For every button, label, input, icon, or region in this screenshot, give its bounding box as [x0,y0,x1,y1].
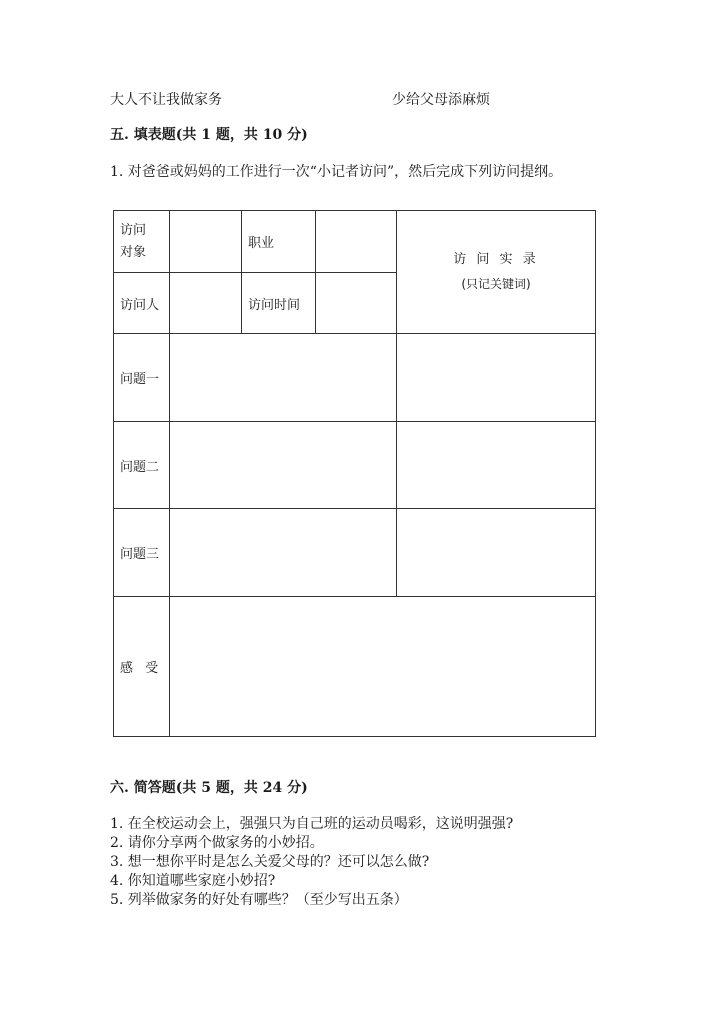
question-1-label: 问题一 [114,334,170,422]
record-label: 访 问 实 录 [453,251,539,267]
time-label: 访问时间 [242,273,316,334]
interview-table [113,210,596,737]
object-label-line1: 访问 [120,222,147,238]
object-blank[interactable] [170,211,242,273]
job-label: 职业 [242,211,316,273]
feeling-blank[interactable] [170,597,596,737]
question-3-blank[interactable] [170,509,397,597]
section-6-question-1: 1. 在全校运动会上，强强只为自己班的运动员喝彩，这说明强强? [110,816,514,832]
section-6-question-2: 2. 请你分享两个做家务的小妙招。 [110,835,324,851]
question-3-label: 问题三 [114,509,170,597]
question-2-blank[interactable] [170,422,397,509]
job-blank[interactable] [316,211,397,273]
section-6-question-4: 4. 你知道哪些家庭小妙招? [110,873,276,889]
option-text-left: 大人不让我做家务 [110,92,222,108]
section-5-question: 1. 对爸爸或妈妈的工作进行一次“小记者访问”，然后完成下列访问提纲。 [110,164,563,180]
question-2-label: 问题二 [114,422,170,509]
question-3-record-blank[interactable] [397,509,596,597]
time-blank[interactable] [316,273,397,334]
object-label-cell [114,211,170,273]
section-6-question-5: 5. 列举做家务的好处有哪些？（至少写出五条） [110,892,408,908]
feeling-label: 感 受 [114,597,170,737]
section-6-heading: 六. 简答题(共 5 题，共 24 分) [110,780,308,796]
interviewer-label: 访问人 [114,273,170,334]
record-note: (只记关键词) [461,276,531,291]
section-5-heading: 五. 填表题(共 1 题，共 10 分) [110,127,308,143]
option-text-right: 少给父母添麻烦 [392,92,490,108]
question-1-blank[interactable] [170,334,397,422]
question-1-record-blank[interactable] [397,334,596,422]
section-6-question-3: 3. 想一想你平时是怎么关爱父母的？还可以怎么做? [110,854,430,870]
object-label-line2: 对象 [120,244,147,260]
record-header [397,211,596,334]
interviewer-blank[interactable] [170,273,242,334]
question-2-record-blank[interactable] [397,422,596,509]
